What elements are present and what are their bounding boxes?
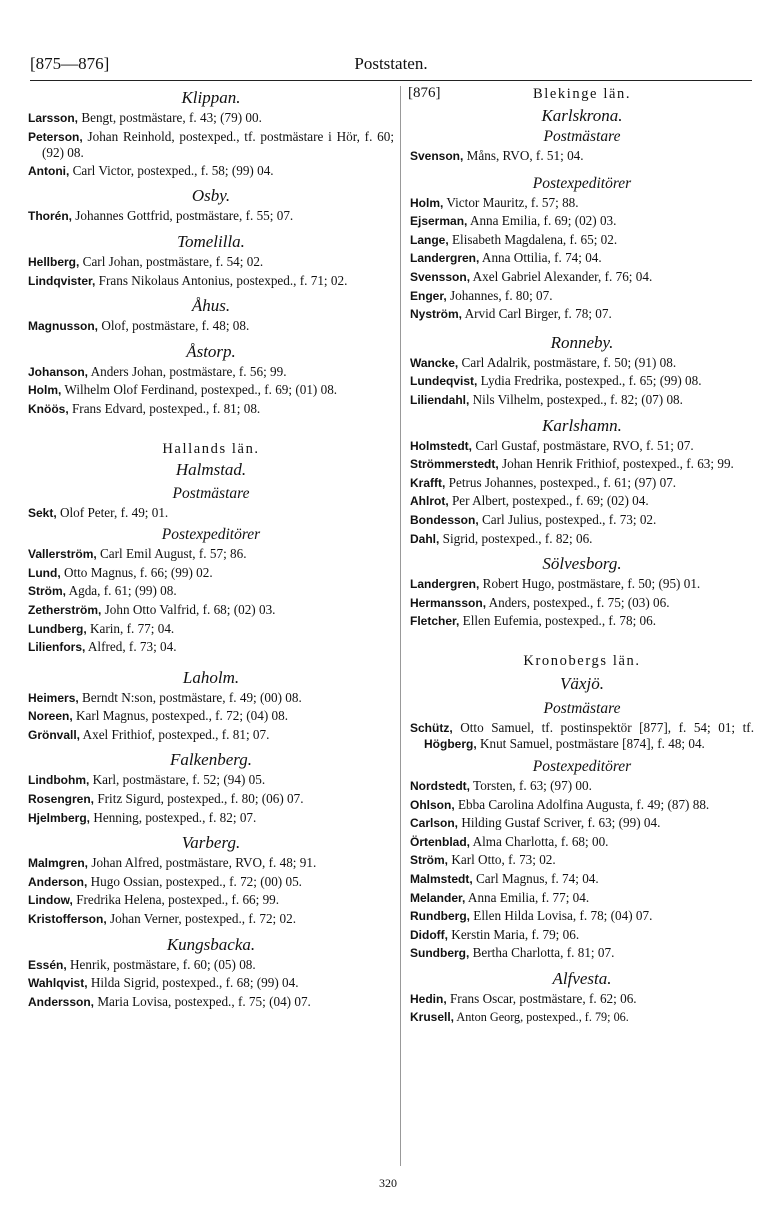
entry-text: Lydia Fredrika, postexped., f. 65; (99) 08. — [477, 373, 702, 389]
entry-name: Enger, — [410, 288, 447, 303]
entry-name: Svenson, — [410, 149, 464, 163]
entry — [28, 874, 394, 891]
entry-text: Carl Johan, postmästare, f. 54; 02. — [79, 253, 264, 269]
entry — [410, 512, 754, 529]
entry — [410, 815, 754, 832]
entry-text: Arvid Carl Birger, f. 78; 07. — [462, 306, 612, 322]
entry-name: Wancke, — [410, 355, 459, 370]
entry-text: Alfred, f. 73; 04. — [85, 639, 177, 655]
entry-text: Anna Ottilia, f. 74; 04. — [479, 250, 602, 266]
entry — [410, 778, 754, 795]
page-title: Poststaten. — [354, 54, 428, 73]
entry-name: Peterson, — [28, 129, 83, 144]
entry-name: Högberg, — [424, 737, 477, 752]
entry — [28, 318, 394, 335]
entry-name: Andersson, — [28, 994, 95, 1009]
town-heading: Halmstad. — [175, 459, 247, 479]
entry-name: Dahl, — [410, 531, 440, 546]
entry-text: Anna Emilia, f. 77; 04. — [465, 889, 590, 905]
entry — [28, 892, 394, 909]
entry-name: Holm, — [410, 195, 444, 210]
entry — [28, 772, 394, 789]
entry — [28, 708, 394, 725]
entry-text: Anders, postexped., f. 75; (03) 06. — [486, 594, 670, 610]
entry-text: Johan Henrik Frithiof, postexped., f. 63; 99. — [498, 456, 734, 472]
entry-text: Frans Oscar, postmästare, f. 62; 06. — [446, 991, 637, 1006]
entry-text: John Otto Valfrid, f. 68; (02) 03. — [101, 601, 276, 617]
entry-name: Knöös, — [28, 401, 69, 416]
entry-name: Hedin, — [410, 992, 447, 1006]
entry — [410, 797, 754, 814]
entry — [28, 994, 394, 1011]
entry-name: Lindqvister, — [28, 273, 96, 288]
section-start — [410, 84, 754, 106]
entry-name: Nordstedt, — [410, 779, 470, 794]
entry — [410, 148, 754, 165]
town-heading: Åstorp. — [186, 341, 236, 361]
entry-text: Johan Verner, postexped., f. 72; 02. — [106, 911, 296, 927]
entry-text: Berndt N:son, postmästare, f. 49; (00) 08. — [78, 689, 302, 705]
entry — [28, 639, 394, 656]
entry-text: Axel Gabriel Alexander, f. 76; 04. — [470, 268, 653, 284]
entry-name: Krusell, — [410, 1009, 455, 1024]
town-heading: Ronneby. — [550, 332, 614, 352]
entry-text: Per Albert, postexped., f. 69; (02) 04. — [448, 493, 649, 509]
county-heading: Hallands län. — [162, 440, 260, 457]
entry — [28, 254, 394, 271]
entry-text: Henrik, postmästare, f. 60; (05) 08. — [66, 956, 256, 972]
entry — [410, 852, 754, 869]
entry-name: Johanson, — [28, 364, 89, 379]
entry-name: Didoff, — [410, 927, 448, 942]
entry — [410, 945, 754, 962]
entry — [410, 613, 754, 630]
entry — [28, 621, 394, 638]
entry-name: Liliendahl, — [410, 392, 470, 407]
entry-name: Holm, — [28, 383, 62, 398]
entry-text: Frans Edvard, postexped., f. 81; 08. — [68, 400, 261, 416]
town-heading: Växjö. — [560, 673, 604, 693]
entry — [28, 163, 394, 180]
entry-text: Anton Georg, postexped., f. 79; 06. — [454, 1009, 629, 1024]
entry-text: Ellen Hilda Lovisa, f. 78; (04) 07. — [470, 908, 653, 924]
entry-text: Robert Hugo, postmästare, f. 50; (95) 01. — [479, 576, 701, 592]
entry-name: Lilienfors, — [28, 640, 86, 655]
entry-name: Sundberg, — [410, 946, 470, 961]
entry-text: Elisabeth Magdalena, f. 65; 02. — [448, 231, 618, 247]
entry-name: Heimers, — [28, 690, 79, 705]
entry-text: Fritz Sigurd, postexped., f. 80; (06) 07. — [94, 791, 304, 807]
entry-name: Grönvall, — [28, 727, 81, 742]
entry-text: Carl Adalrik, postmästare, f. 50; (91) 08. — [458, 354, 677, 370]
entry-text: Frans Nikolaus Antonius, postexped., f. 71; 02. — [95, 272, 348, 288]
entry-name: Schütz, — [410, 720, 453, 735]
entry — [410, 908, 754, 925]
entry-name: Örtenblad, — [410, 834, 471, 849]
entry-text: Johannes Gottfrid, postmästare, f. 55; 07. — [72, 208, 294, 224]
entry-text: Agda, f. 61; (99) 08. — [66, 583, 177, 599]
county-heading: Blekinge län. — [532, 86, 632, 102]
entry-name: Fletcher, — [410, 614, 460, 629]
entry-name: Lindbohm, — [28, 773, 90, 788]
entry-name: Wahlqvist, — [28, 976, 88, 991]
entry-name: Nyström, — [410, 307, 463, 322]
entry-text: Ebba Carolina Adolfina Augusta, f. 49; (87) 88. — [454, 796, 710, 812]
entry-name: Ahlrot, — [410, 494, 449, 509]
entry-name: Antoni, — [28, 163, 70, 178]
entry — [28, 208, 394, 225]
town-heading: Varberg. — [181, 833, 241, 853]
page-number: 320 — [379, 1176, 397, 1190]
entry — [410, 306, 754, 323]
entry-name: Ström, — [410, 853, 449, 868]
town-heading: Karlskrona. — [541, 106, 623, 125]
entry — [28, 583, 394, 600]
entry — [28, 382, 394, 399]
town-heading: Kungsbacka. — [166, 934, 256, 954]
entry-text: Ellen Eufemia, postexped., f. 78; 06. — [459, 613, 657, 629]
entry-text: Johan Alfred, postmästare, RVO, f. 48; 91. — [88, 855, 317, 871]
entry — [410, 373, 754, 390]
entry-text: Sigrid, postexped., f. 82; 06. — [439, 530, 593, 546]
entry — [410, 269, 754, 286]
town-heading: Tomelilla. — [177, 231, 245, 251]
entry-name: Rundberg, — [410, 909, 470, 924]
entry-text: Hugo Ossian, postexped., f. 72; (00) 05. — [87, 873, 302, 889]
entry-text: Bengt, postmästare, f. 43; (79) 00. — [78, 110, 262, 125]
entry — [28, 505, 394, 522]
entry-name: Malmstedt, — [410, 872, 473, 887]
entry — [410, 1010, 754, 1026]
entry — [410, 576, 754, 593]
county-heading: Kronobergs län. — [523, 652, 641, 669]
entry — [410, 475, 754, 492]
entry-text: Fredrika Helena, postexped., f. 66; 99. — [72, 892, 280, 908]
entry-text: Carl Julius, postexped., f. 73; 02. — [478, 511, 657, 527]
entry-text: Otto Magnus, f. 66; (99) 02. — [60, 564, 213, 580]
right-column — [410, 84, 754, 1027]
entry-name: Noreen, — [28, 709, 73, 724]
entry — [410, 213, 754, 230]
section-heading: Postexpeditörer — [161, 526, 261, 544]
entry — [28, 727, 394, 744]
entry-text: Anders Johan, postmästare, f. 56; 99. — [88, 363, 287, 379]
entry — [410, 834, 754, 851]
entry — [410, 392, 754, 409]
entry-name: Ejserman, — [410, 214, 468, 229]
page-range: [875—876] — [30, 54, 110, 73]
entry-name: Hellberg, — [28, 254, 80, 269]
entry-text: Karl Otto, f. 73; 02. — [448, 852, 556, 868]
entry — [28, 364, 394, 381]
entry-text: Victor Mauritz, f. 57; 88. — [443, 194, 579, 210]
town-heading: Alfvesta. — [552, 969, 612, 988]
entry-text: Nils Vilhelm, postexped., f. 82; (07) 08. — [469, 391, 683, 407]
entry — [28, 810, 394, 827]
page-marker: [876] — [408, 85, 441, 101]
entry-name: Essén, — [28, 957, 67, 972]
entry — [410, 871, 754, 888]
page-header — [30, 54, 752, 78]
entry-name: Lundberg, — [28, 621, 87, 636]
entry-name: Sekt, — [28, 505, 57, 520]
column-divider — [400, 86, 401, 1166]
entry — [410, 595, 754, 612]
entry — [410, 991, 754, 1008]
entry — [28, 791, 394, 808]
entry-text: Carl Gustaf, postmästare, RVO, f. 51; 07. — [472, 437, 694, 453]
entry-name: Lindow, — [28, 893, 73, 908]
entry-text: Knut Samuel, postmästare [874], f. 48; 04. — [476, 736, 705, 752]
entry-name: Krafft, — [410, 475, 446, 490]
entry-name: Landergren, — [410, 577, 480, 592]
entry-text: Johannes, f. 80; 07. — [446, 287, 553, 303]
entry-name: Bondesson, — [410, 512, 479, 527]
entry — [28, 546, 394, 563]
entry-name: Ohlson, — [410, 797, 455, 812]
town-heading: Falkenberg. — [170, 750, 252, 770]
entry-text: Johan Reinhold, postexped., tf. postmästare i Hör, f. 60; (92) 08. — [42, 128, 394, 161]
entry — [410, 355, 754, 372]
entry-name: Strömmerstedt, — [410, 457, 499, 472]
entry-text: Henning, postexped., f. 82; 07. — [90, 809, 257, 825]
section-heading: Postexpeditörer — [532, 758, 632, 776]
entry — [28, 957, 394, 974]
entry-name: Carlson, — [410, 816, 459, 831]
entry — [28, 110, 394, 127]
entry — [28, 129, 394, 161]
entry-name: Zetherström, — [28, 602, 102, 617]
entry-text: Alma Charlotta, f. 68; 00. — [470, 833, 609, 849]
town-heading: Laholm. — [182, 667, 240, 687]
entry-name: Rosengren, — [28, 792, 95, 807]
town-heading: Klippan. — [181, 88, 241, 107]
entry-text: Olof Peter, f. 49; 01. — [56, 504, 169, 520]
entry-text: Bertha Charlotta, f. 81; 07. — [469, 945, 615, 961]
entry-text: Karl Magnus, postexped., f. 72; (04) 08. — [72, 708, 289, 724]
entry-text: Otto Samuel, tf. postinspektör [877], f. 54; 01; tf. — [452, 719, 754, 735]
entry-text: Olof, postmästare, f. 48; 08. — [98, 318, 250, 334]
entry-name: Hjelmberg, — [28, 810, 91, 825]
entry-text: Karin, f. 77; 04. — [86, 620, 175, 636]
entry — [410, 927, 754, 944]
entry — [410, 493, 754, 510]
entry-text: Maria Lovisa, postexped., f. 75; (04) 07. — [94, 993, 311, 1009]
entry-name: Larsson, — [28, 111, 79, 125]
entry — [28, 911, 394, 928]
entry-text: Petrus Johannes, postexped., f. 61; (97) 07. — [445, 474, 677, 490]
entry-name: Magnusson, — [28, 319, 99, 334]
entry-text: Måns, RVO, f. 51; 04. — [463, 148, 584, 163]
entry — [410, 195, 754, 212]
entry-name: Vallerström, — [28, 547, 97, 562]
section-heading: Postmästare — [543, 699, 621, 717]
entry — [410, 250, 754, 267]
left-column — [28, 84, 394, 1012]
entry-name: Melander, — [410, 890, 466, 905]
entry-name: Kristofferson, — [28, 912, 107, 927]
entry-name: Anderson, — [28, 874, 88, 889]
section-heading: Postexpeditörer — [532, 174, 632, 192]
entry — [28, 975, 394, 992]
entry-text: Hilda Sigrid, postexped., f. 68; (99) 04. — [87, 975, 299, 991]
entry-text: Carl Victor, postexped., f. 58; (99) 04. — [69, 162, 274, 178]
entry-name: Malmgren, — [28, 856, 89, 871]
section-heading: Postmästare — [543, 128, 621, 145]
entry-name: Hermansson, — [410, 595, 487, 610]
entry — [28, 855, 394, 872]
entry-name: Ström, — [28, 584, 67, 599]
entry-text: Kerstin Maria, f. 79; 06. — [448, 926, 580, 942]
entry-text: Carl Emil August, f. 57; 86. — [96, 546, 247, 562]
entry-name: Holmstedt, — [410, 438, 473, 453]
entry — [28, 690, 394, 707]
entry — [410, 456, 754, 473]
town-heading: Osby. — [191, 186, 231, 206]
entry — [410, 890, 754, 907]
header-rule — [30, 80, 752, 81]
entry — [28, 565, 394, 582]
entry-text: Carl Magnus, f. 74; 04. — [472, 871, 599, 887]
entry-name: Thorén, — [28, 209, 72, 224]
entry-name: Svensson, — [410, 269, 471, 284]
entry-text: Anna Emilia, f. 69; (02) 03. — [467, 213, 617, 229]
entry-text: Axel Frithiof, postexped., f. 81; 07. — [80, 726, 270, 742]
entry — [410, 720, 754, 753]
entry-text: Hilding Gustaf Scriver, f. 63; (99) 04. — [458, 815, 661, 831]
entry — [410, 232, 754, 249]
entry-name: Landergren, — [410, 251, 480, 266]
town-heading: Karlshamn. — [542, 415, 622, 435]
entry-text: Wilhelm Olof Ferdinand, postexped., f. 69; (01) 08. — [61, 382, 338, 398]
town-heading: Sölvesborg. — [542, 554, 622, 574]
entry-name: Lange, — [410, 232, 449, 247]
section-heading: Postmästare — [172, 484, 250, 502]
entry-name: Lund, — [28, 565, 61, 580]
entry — [28, 273, 394, 290]
entry — [28, 401, 394, 418]
entry — [28, 602, 394, 619]
entry-text: Karl, postmästare, f. 52; (94) 05. — [89, 772, 266, 788]
town-heading: Åhus. — [191, 296, 231, 316]
entry — [410, 438, 754, 455]
entry-text: Torsten, f. 63; (97) 00. — [470, 778, 592, 794]
entry — [410, 531, 754, 548]
entry — [410, 288, 754, 305]
entry-name: Lundeqvist, — [410, 374, 478, 389]
